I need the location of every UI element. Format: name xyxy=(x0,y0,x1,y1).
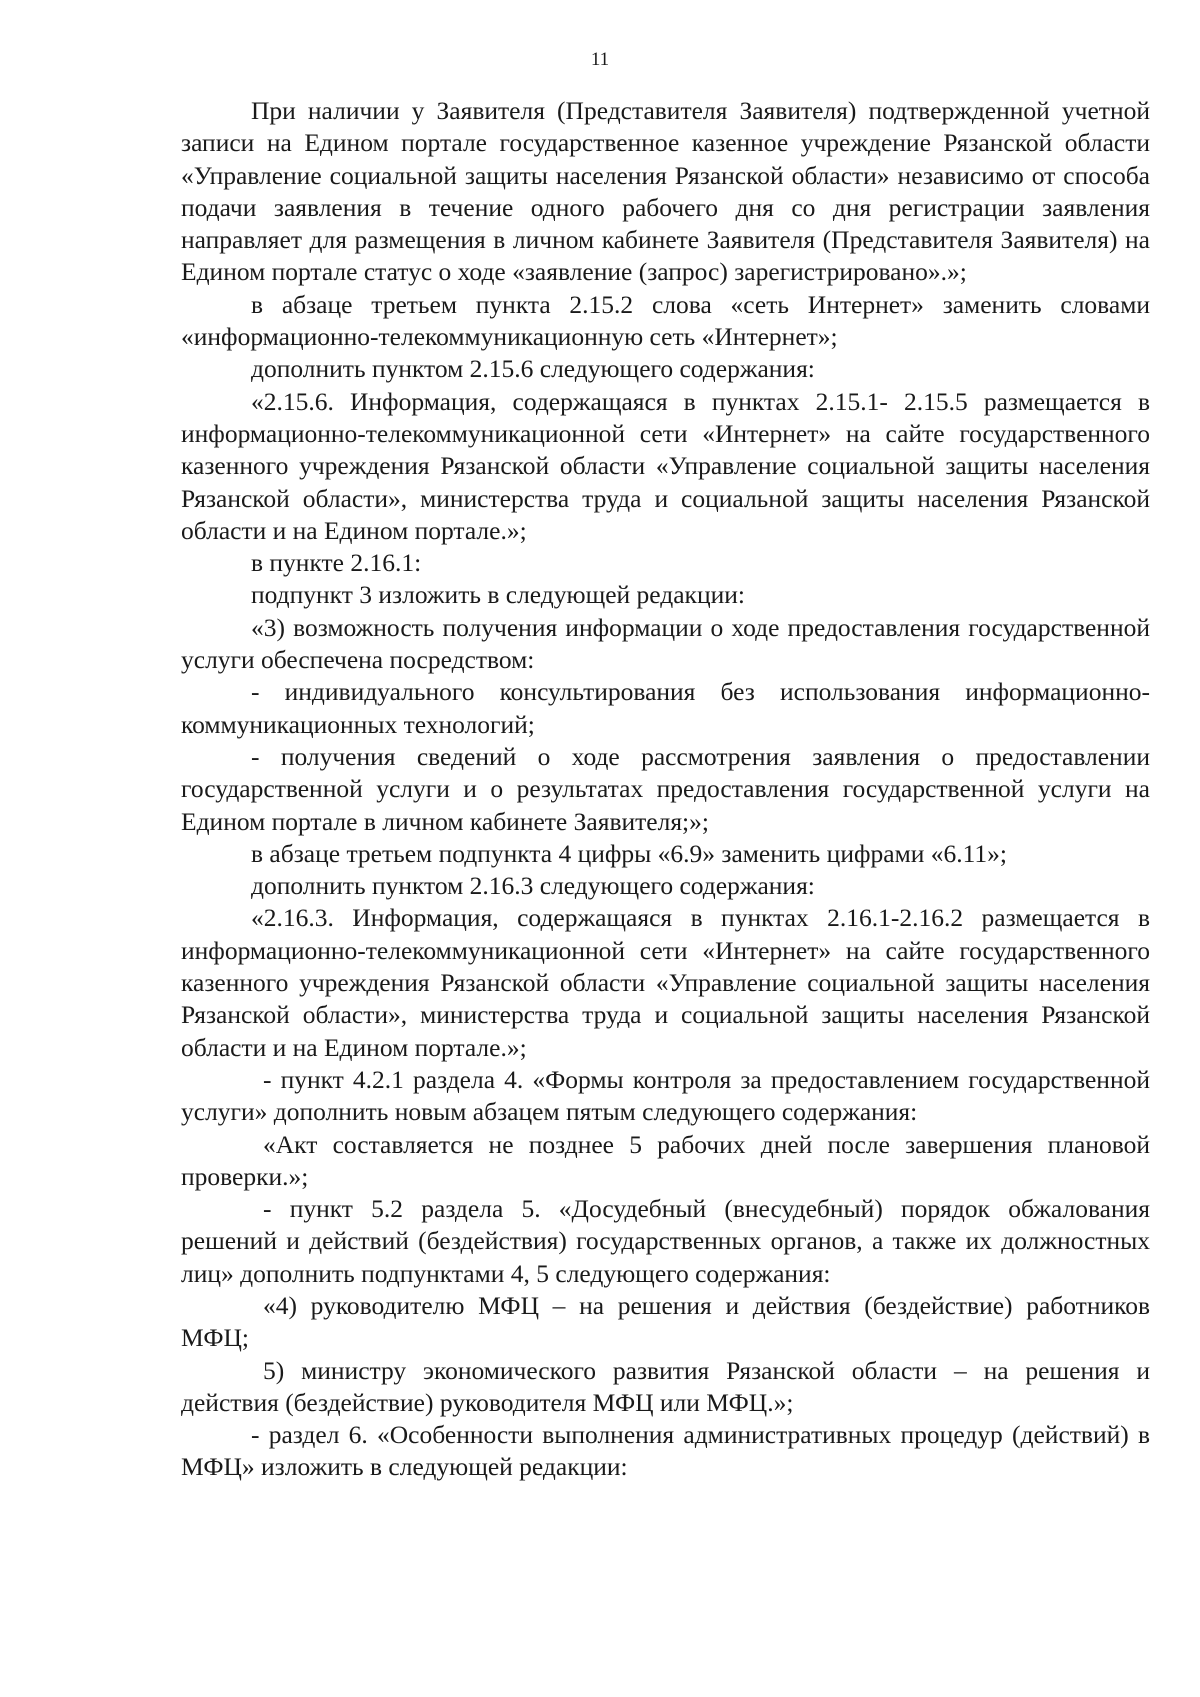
document-body xyxy=(181,95,1150,1484)
paragraph-status-notification: При наличии у Заявителя (Представителя Заявителя) подтвержденной учетной записи на Едином портале государственное казенное учреждение Рязанской области «Управление социальной защиты населения Рязанской области» независимо от способа подачи заявления в течение одного рабочего дня со дня регистрации заявления направляет для размещения в личном кабинете Заявителя (Представителя Заявителя) на Едином портале статус о ходе «заявление (запрос) зарегистрировано».»; xyxy=(181,96,1150,287)
paragraph-subpoint-3-text: «3) возможность получения информации о ходе предоставления государственной услуги обеспечена посредством: xyxy=(181,612,1150,675)
paragraph-add-2-16-3: дополнить пунктом 2.16.3 следующего содержания: xyxy=(251,871,815,901)
paragraph-in-2-16-1: в пункте 2.16.1: xyxy=(251,548,422,578)
paragraph-subpoint-5-minister: 5) министру экономического развития Рязанской области – на решения и действия (бездействие) руководителя МФЦ или МФЦ.»; xyxy=(181,1355,1150,1417)
paragraph-bullet-status-info: - получения сведений о ходе рассмотрения заявления о предоставлении государственной услуги и о результатах предоставления государственной услуги на Едином портале в личном кабинете Заявителя;»; xyxy=(181,741,1150,836)
paragraph-point-5-2: - пункт 5.2 раздела 5. «Досудебный (внесудебный) порядок обжалования решений и действий (бездействия) государственных органов, а также их должностных лиц» дополнить подпунктами 4, 5 следующего содержания: xyxy=(181,1194,1150,1288)
paragraph-bullet-consulting: - индивидуального консультирования без использования информационно-коммуникационных технологий; xyxy=(181,677,1150,739)
paragraph-subpoint-4-digits: в абзаце третьем подпункта 4 цифры «6.9» заменить цифрами «6.11»; xyxy=(251,838,1007,868)
page-number: 11 xyxy=(590,49,610,70)
paragraph-2-16-3-text: «2.16.3. Информация, содержащаяся в пунктах 2.16.1-2.16.2 размещается в информационно-телекоммуникационной сети «Интернет» на сайте государственного казенного учреждения Рязанской области «Управление социальной защиты населения Рязанской области», министерства труда и социальной защиты населения Рязанской области и на Едином портале.»; xyxy=(181,903,1150,1062)
paragraph-subpoint-4-mfc-head: «4) руководителю МФЦ – на решения и действия (бездействие) работников МФЦ; xyxy=(181,1290,1150,1353)
paragraph-point-4-2-1: - пункт 4.2.1 раздела 4. «Формы контроля за предоставлением государственной услуги» дополнить новым абзацем пятым следующего содержания: xyxy=(181,1064,1150,1127)
paragraph-add-2-15-6: дополнить пунктом 2.15.6 следующего содержания: xyxy=(251,354,815,384)
paragraph-amend-2-15-2: в абзаце третьем пункта 2.15.2 слова «сеть Интернет» заменить словами «информационно-телекоммуникационную сеть «Интернет»; xyxy=(181,289,1150,352)
paragraph-section-6: - раздел 6. «Особенности выполнения административных процедур (действий) в МФЦ» изложить в следующей редакции: xyxy=(181,1420,1150,1482)
paragraph-2-15-6-text: «2.15.6. Информация, содержащаяся в пунктах 2.15.1- 2.15.5 размещается в информационно-телекоммуникационной сети «Интернет» на сайте государственного казенного учреждения Рязанской области «Управление социальной защиты населения Рязанской области», министерства труда и социальной защиты населения Рязанской области и на Едином портале.»; xyxy=(181,386,1150,545)
paragraph-act-deadline: «Акт составляется не позднее 5 рабочих дней после завершения плановой проверки.»; xyxy=(181,1129,1150,1191)
paragraph-subpoint-3: подпункт 3 изложить в следующей редакции: xyxy=(251,580,745,610)
